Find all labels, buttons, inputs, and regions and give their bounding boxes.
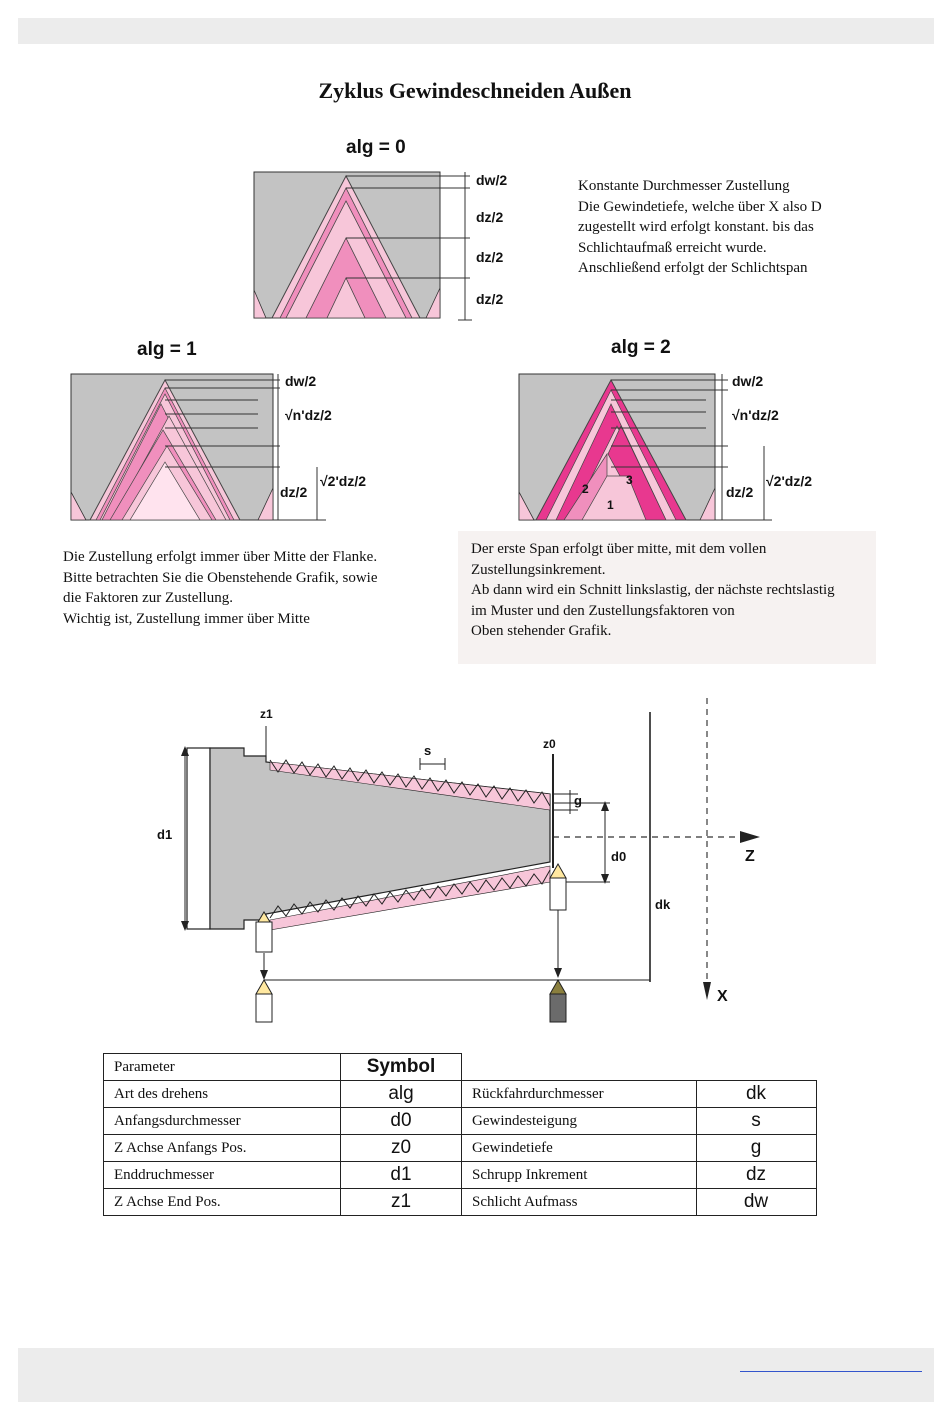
param-name: Schrupp Inkrement bbox=[462, 1162, 697, 1189]
alg1-thread-diagram bbox=[68, 370, 328, 525]
table-header-row bbox=[104, 1054, 817, 1081]
parameter-table bbox=[103, 1053, 817, 1216]
table-row bbox=[104, 1189, 817, 1216]
alg1-description: Die Zustellung erfolgt immer über Mitte der Flanke. Bitte betrachten Sie die Obenstehende Grafik, sowie die Faktoren zur Zustellung. Wichtig ist, Zustellung immer über Mitte bbox=[63, 549, 378, 627]
alg2-thread-diagram bbox=[516, 370, 776, 525]
alg0-dw-label: dw/2 bbox=[476, 172, 508, 188]
wp-s-label: s bbox=[424, 743, 432, 758]
alg2-label: alg = 2 bbox=[611, 337, 671, 358]
wp-g-label: g bbox=[574, 793, 582, 808]
param-symbol: d0 bbox=[341, 1108, 462, 1135]
alg2-pass-1: 1 bbox=[607, 498, 614, 512]
alg0-description: Konstante Durchmesser Zustellung Die Gewindetiefe, welche über X also D zugestellt wird erfolgt konstant. bis das Schlichtaufmaß erreicht wurde. Anschließend erfolgt der Schlichtspan bbox=[578, 178, 822, 276]
param-name: Gewindesteigung bbox=[462, 1108, 697, 1135]
alg0-dz-label-1: dz/2 bbox=[476, 209, 504, 225]
alg1-label: alg = 1 bbox=[137, 339, 197, 360]
alg0-dz-label-3: dz/2 bbox=[476, 291, 504, 307]
alg1-sqrt-n-label: √n'dz/2 bbox=[285, 407, 332, 423]
param-symbol: s bbox=[696, 1108, 816, 1135]
alg1-dw-label: dw/2 bbox=[285, 373, 317, 389]
param-symbol: alg bbox=[341, 1081, 462, 1108]
alg2-sqrt-n-label: √n'dz/2 bbox=[732, 407, 779, 423]
param-name: Anfangsdurchmesser bbox=[104, 1108, 341, 1135]
param-symbol: dw bbox=[696, 1189, 816, 1216]
page-title: Zyklus Gewindeschneiden Außen bbox=[318, 78, 632, 103]
param-symbol: d1 bbox=[341, 1162, 462, 1189]
param-name: Art des drehens bbox=[104, 1081, 341, 1108]
wp-z-axis-label: Z bbox=[745, 848, 755, 865]
alg1-dz-label: dz/2 bbox=[280, 484, 308, 500]
param-name: Z Achse End Pos. bbox=[104, 1189, 341, 1216]
param-symbol: dz bbox=[696, 1162, 816, 1189]
wp-d1-label: d1 bbox=[157, 827, 173, 842]
param-name: Enddruchmesser bbox=[104, 1162, 341, 1189]
footer-band bbox=[18, 1348, 934, 1402]
param-name: Gewindetiefe bbox=[462, 1135, 697, 1162]
param-name: Rückfahrdurchmesser bbox=[462, 1081, 697, 1108]
param-symbol: g bbox=[696, 1135, 816, 1162]
alg0-dz-label-2: dz/2 bbox=[476, 249, 504, 265]
param-symbol: dk bbox=[696, 1081, 816, 1108]
alg2-dw-label: dw/2 bbox=[732, 373, 764, 389]
wp-z1-label: z1 bbox=[260, 707, 273, 721]
param-symbol: z0 bbox=[341, 1135, 462, 1162]
param-name: Schlicht Aufmass bbox=[462, 1189, 697, 1216]
alg1-sqrt-2-label: √2'dz/2 bbox=[320, 473, 367, 489]
alg2-sqrt-2-label: √2'dz/2 bbox=[766, 473, 813, 489]
header-parameter: Parameter bbox=[104, 1054, 341, 1081]
wp-x-axis-label: X bbox=[717, 988, 728, 1005]
table-row bbox=[104, 1108, 817, 1135]
alg2-description: Der erste Span erfolgt über mitte, mit dem vollen Zustellungsinkrement. Ab dann wird ein Schnitt linkslastig, der nächste rechtslastig im Muster und den Zustellungsfaktoren von Oben stehender Grafik. bbox=[471, 541, 835, 639]
header-band bbox=[18, 18, 934, 44]
wp-d0-label: d0 bbox=[611, 849, 627, 864]
param-symbol: z1 bbox=[341, 1189, 462, 1216]
alg0-label: alg = 0 bbox=[346, 137, 406, 158]
alg2-dz-label: dz/2 bbox=[726, 484, 754, 500]
header-symbol: Symbol bbox=[341, 1054, 462, 1081]
param-name: Z Achse Anfangs Pos. bbox=[104, 1135, 341, 1162]
workpiece-diagram bbox=[150, 698, 780, 1028]
wp-dk-label: dk bbox=[655, 897, 671, 912]
alg2-pass-2: 2 bbox=[582, 482, 589, 496]
alg0-thread-diagram bbox=[250, 168, 480, 323]
table-row bbox=[104, 1081, 817, 1108]
table-row bbox=[104, 1162, 817, 1189]
alg2-pass-3: 3 bbox=[626, 473, 633, 487]
table-row bbox=[104, 1135, 817, 1162]
footer-link[interactable] bbox=[740, 1370, 922, 1372]
wp-z0-label: z0 bbox=[543, 737, 556, 751]
